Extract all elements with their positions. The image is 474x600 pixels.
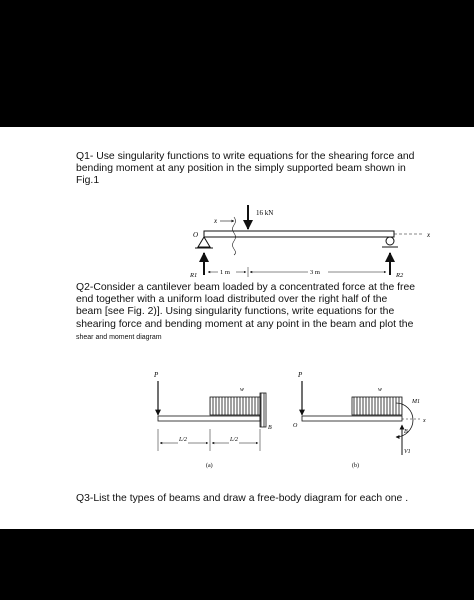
- figure-1-simply-supported-beam: [190, 203, 440, 283]
- fig-a-wall: [260, 393, 266, 427]
- fig-a-beam: [158, 416, 260, 421]
- fig-a-load-label: w: [240, 387, 245, 393]
- load-label: 16 kN: [256, 209, 274, 217]
- reaction-r2-label: R2: [396, 272, 404, 279]
- fig-a-force-label: P: [154, 371, 159, 379]
- fig-b-support-label: B: [404, 429, 408, 435]
- roller-support: [386, 237, 394, 245]
- question-2-text: [76, 282, 416, 344]
- question-2-small-text: shear and moment diagram: [76, 333, 162, 341]
- fig-b-beam: [302, 416, 402, 421]
- fig-a-distributed-load: [210, 397, 260, 415]
- fig-a-support-label: B: [268, 425, 272, 431]
- dim-right-label: 3 m: [310, 269, 320, 276]
- origin-label: O: [193, 231, 199, 239]
- fig-a-caption: (a): [206, 463, 213, 469]
- question-2-body: Q2-Consider a cantilever beam loaded by a concentrated force at the free end together with a uniform load distributed over the right half of the beam [see Fig. 2)]. Using singularity functions, write equations for the shearing force and bending moment at any point in the beam and plot the: [76, 282, 416, 330]
- figure-2b: [293, 371, 426, 469]
- fig-b-reaction-label: V1: [404, 449, 411, 455]
- fig-b-force-label: P: [298, 371, 303, 379]
- fig-b-moment-label: M1: [412, 399, 420, 405]
- fig-b-origin-label: O: [293, 423, 298, 429]
- question-1-text: Q1- Use singularity functions to write equations for the shearing force and bending moment at any position in the simply supported beam shown in Fig.1: [76, 151, 415, 187]
- fig-b-distributed-load: [352, 397, 402, 415]
- reaction-r1-label: R1: [190, 272, 198, 279]
- dim-left-label: 1 m: [220, 269, 230, 276]
- pin-support: [198, 237, 210, 247]
- question-3-text: Q3-List the types of beams and draw a free-body diagram for each one .: [76, 493, 409, 504]
- document-page: [0, 127, 474, 529]
- fig-a-dim-right-label: L/2: [230, 437, 239, 443]
- fig-b-axis-label: x: [423, 418, 426, 424]
- figure-2-cantilever-beam: [140, 367, 430, 487]
- fig-b-caption: (b): [352, 463, 359, 469]
- x-marker-label: x: [214, 217, 218, 225]
- beam: [204, 231, 394, 237]
- x-axis-label: x: [427, 231, 431, 239]
- fig-b-load-label: w: [378, 387, 383, 393]
- figure-2a: [153, 371, 272, 469]
- fig-a-dim-left-label: L/2: [179, 437, 188, 443]
